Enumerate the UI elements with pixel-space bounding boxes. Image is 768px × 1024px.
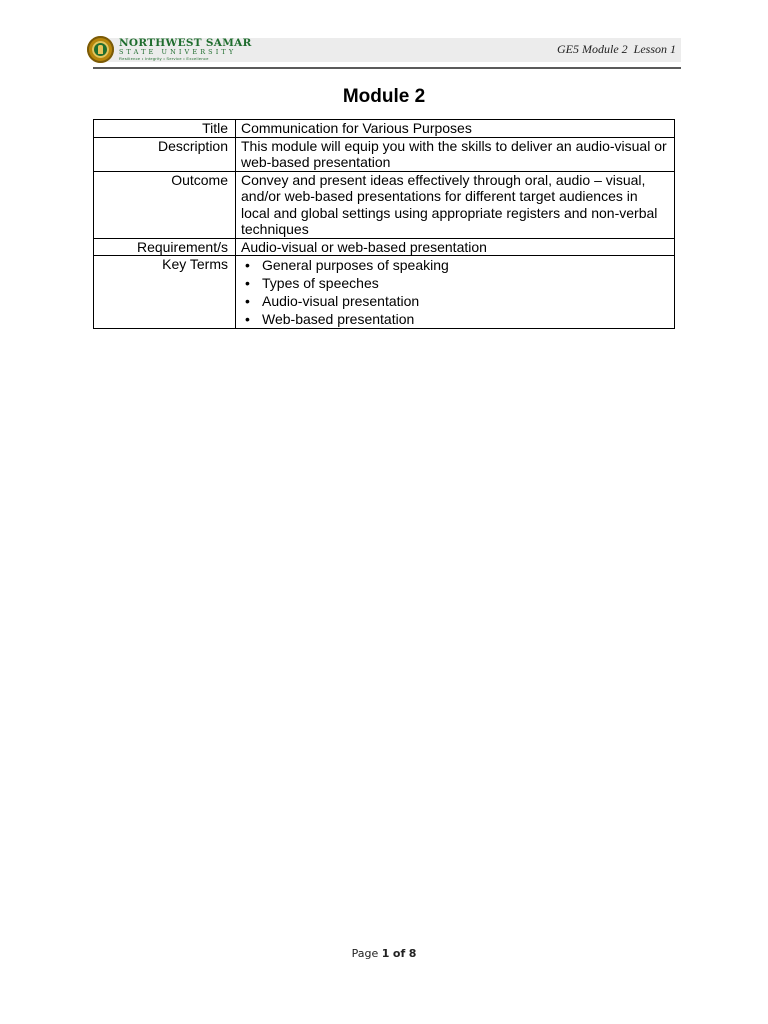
page-total: 8 — [408, 947, 417, 960]
row-label-title: Title — [94, 120, 236, 138]
university-seal-icon — [87, 36, 114, 63]
table-row — [94, 120, 675, 138]
page-footer — [0, 947, 768, 960]
list-item: • General purposes of speaking — [262, 256, 670, 274]
university-motto: Resilience • Integrity • Service • Excellence — [119, 55, 209, 61]
key-terms-list — [241, 256, 670, 328]
table-row — [94, 171, 675, 238]
row-value-key-terms — [236, 256, 675, 329]
list-item: • Audio-visual presentation — [262, 292, 670, 310]
of-word: of — [392, 947, 406, 960]
running-head: GE5 Module 2 Lesson 1 — [557, 42, 676, 56]
logo-wordmark — [119, 38, 252, 61]
university-name: NORTHWEST SAMAR — [119, 36, 252, 49]
page-number: 1 — [381, 947, 390, 960]
table-row — [94, 256, 675, 329]
row-label-description: Description — [94, 137, 236, 171]
row-value-outcome: Convey and present ideas effectively through oral, audio – visual, and/or web-based presentations for different target audiences in local and global settings using appropriate registers and non-verbal techniques — [236, 171, 675, 238]
header-rule — [93, 67, 681, 69]
row-label-key-terms: Key Terms — [94, 256, 236, 329]
row-label-requirements: Requirement/s — [94, 238, 236, 256]
row-label-outcome: Outcome — [94, 171, 236, 238]
page-word: Page — [351, 947, 379, 960]
university-subtitle: STATE UNIVERSITY — [119, 48, 237, 56]
table-row — [94, 137, 675, 171]
table-row — [94, 238, 675, 256]
list-item: • Web-based presentation — [262, 310, 670, 328]
row-value-description: This module will equip you with the skills to deliver an audio-visual or web-based presentation — [236, 137, 675, 171]
list-item: • Types of speeches — [262, 274, 670, 292]
page-title: Module 2 — [342, 86, 426, 107]
university-logo — [87, 34, 252, 64]
row-value-requirements: Audio-visual or web-based presentation — [236, 238, 675, 256]
module-info-table — [93, 119, 675, 329]
row-value-title: Communication for Various Purposes — [236, 120, 675, 138]
